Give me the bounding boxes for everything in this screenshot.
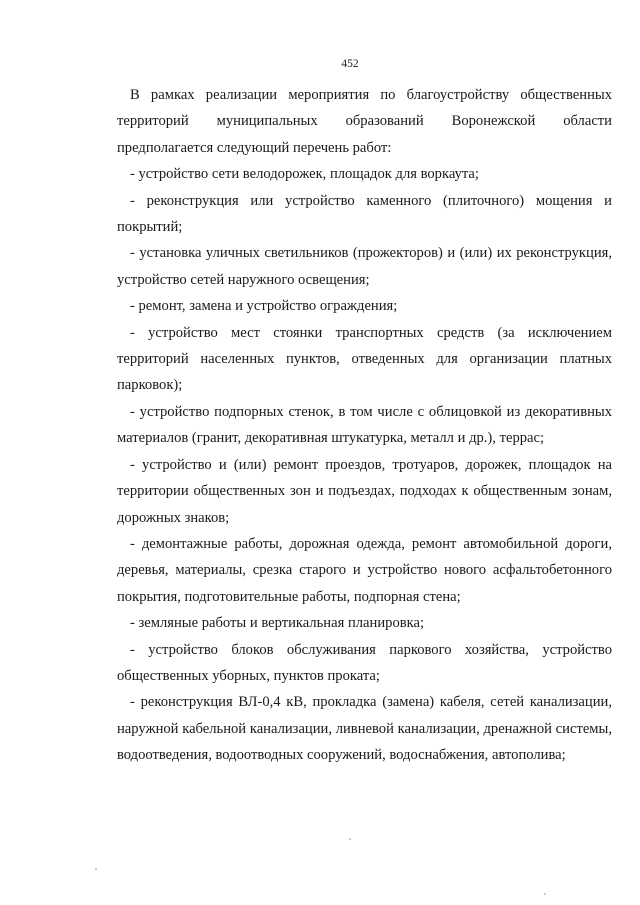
intro-paragraph: В рамках реализации мероприятия по благоустройству общественных территорий муниципальных образований Воронежской области предполагается следующий перечень работ: — [117, 87, 612, 156]
document-body — [117, 82, 612, 769]
list-item: - установка уличных светильников (прожекторов) и (или) их реконструкция, устройство сетей наружного освещения; — [117, 245, 612, 288]
list-item: - устройство и (или) ремонт проездов, тротуаров, дорожек, площадок на территории общественных зон и подъездах, подходах к общественным зонам, дорожных знаков; — [117, 456, 612, 526]
page-number: 452 — [341, 58, 359, 70]
list-item: - реконструкция ВЛ-0,4 кВ, прокладка (замена) кабеля, сетей канализации, наружной кабельной канализации, ливневой канализации, дренажной системы, водоотведения, водоотводных сооружений, водоснабжения, автополива; — [117, 694, 612, 764]
scan-speck — [349, 838, 351, 840]
list-item: - устройство подпорных стенок, в том числе с облицовкой из декоративных материалов (гранит, декоративная штукатурка, металл и др.), террас; — [117, 403, 612, 447]
scan-speck — [95, 868, 97, 870]
list-item: - устройство сети велодорожек, площадок для воркаута; — [130, 166, 479, 183]
list-item: - земляные работы и вертикальная планировка; — [130, 615, 425, 632]
list-item: - устройство блоков обслуживания паркового хозяйства, устройство общественных уборных, пунктов проката; — [117, 641, 612, 684]
scan-speck — [544, 893, 546, 895]
list-item: - реконструкция или устройство каменного (плиточного) мощения и покрытий; — [117, 192, 612, 236]
list-item: - демонтажные работы, дорожная одежда, ремонт автомобильной дороги, деревья, материалы, срезка старого и устройство нового асфальтобетонного покрытия, подготовительные работы, подпорная стена; — [117, 535, 612, 605]
list-item: - ремонт, замена и устройство ограждения; — [130, 298, 398, 315]
list-item: - устройство мест стоянки транспортных средств (за исключением территорий населенных пунктов, отведенных для организации платных парковок); — [117, 324, 612, 394]
